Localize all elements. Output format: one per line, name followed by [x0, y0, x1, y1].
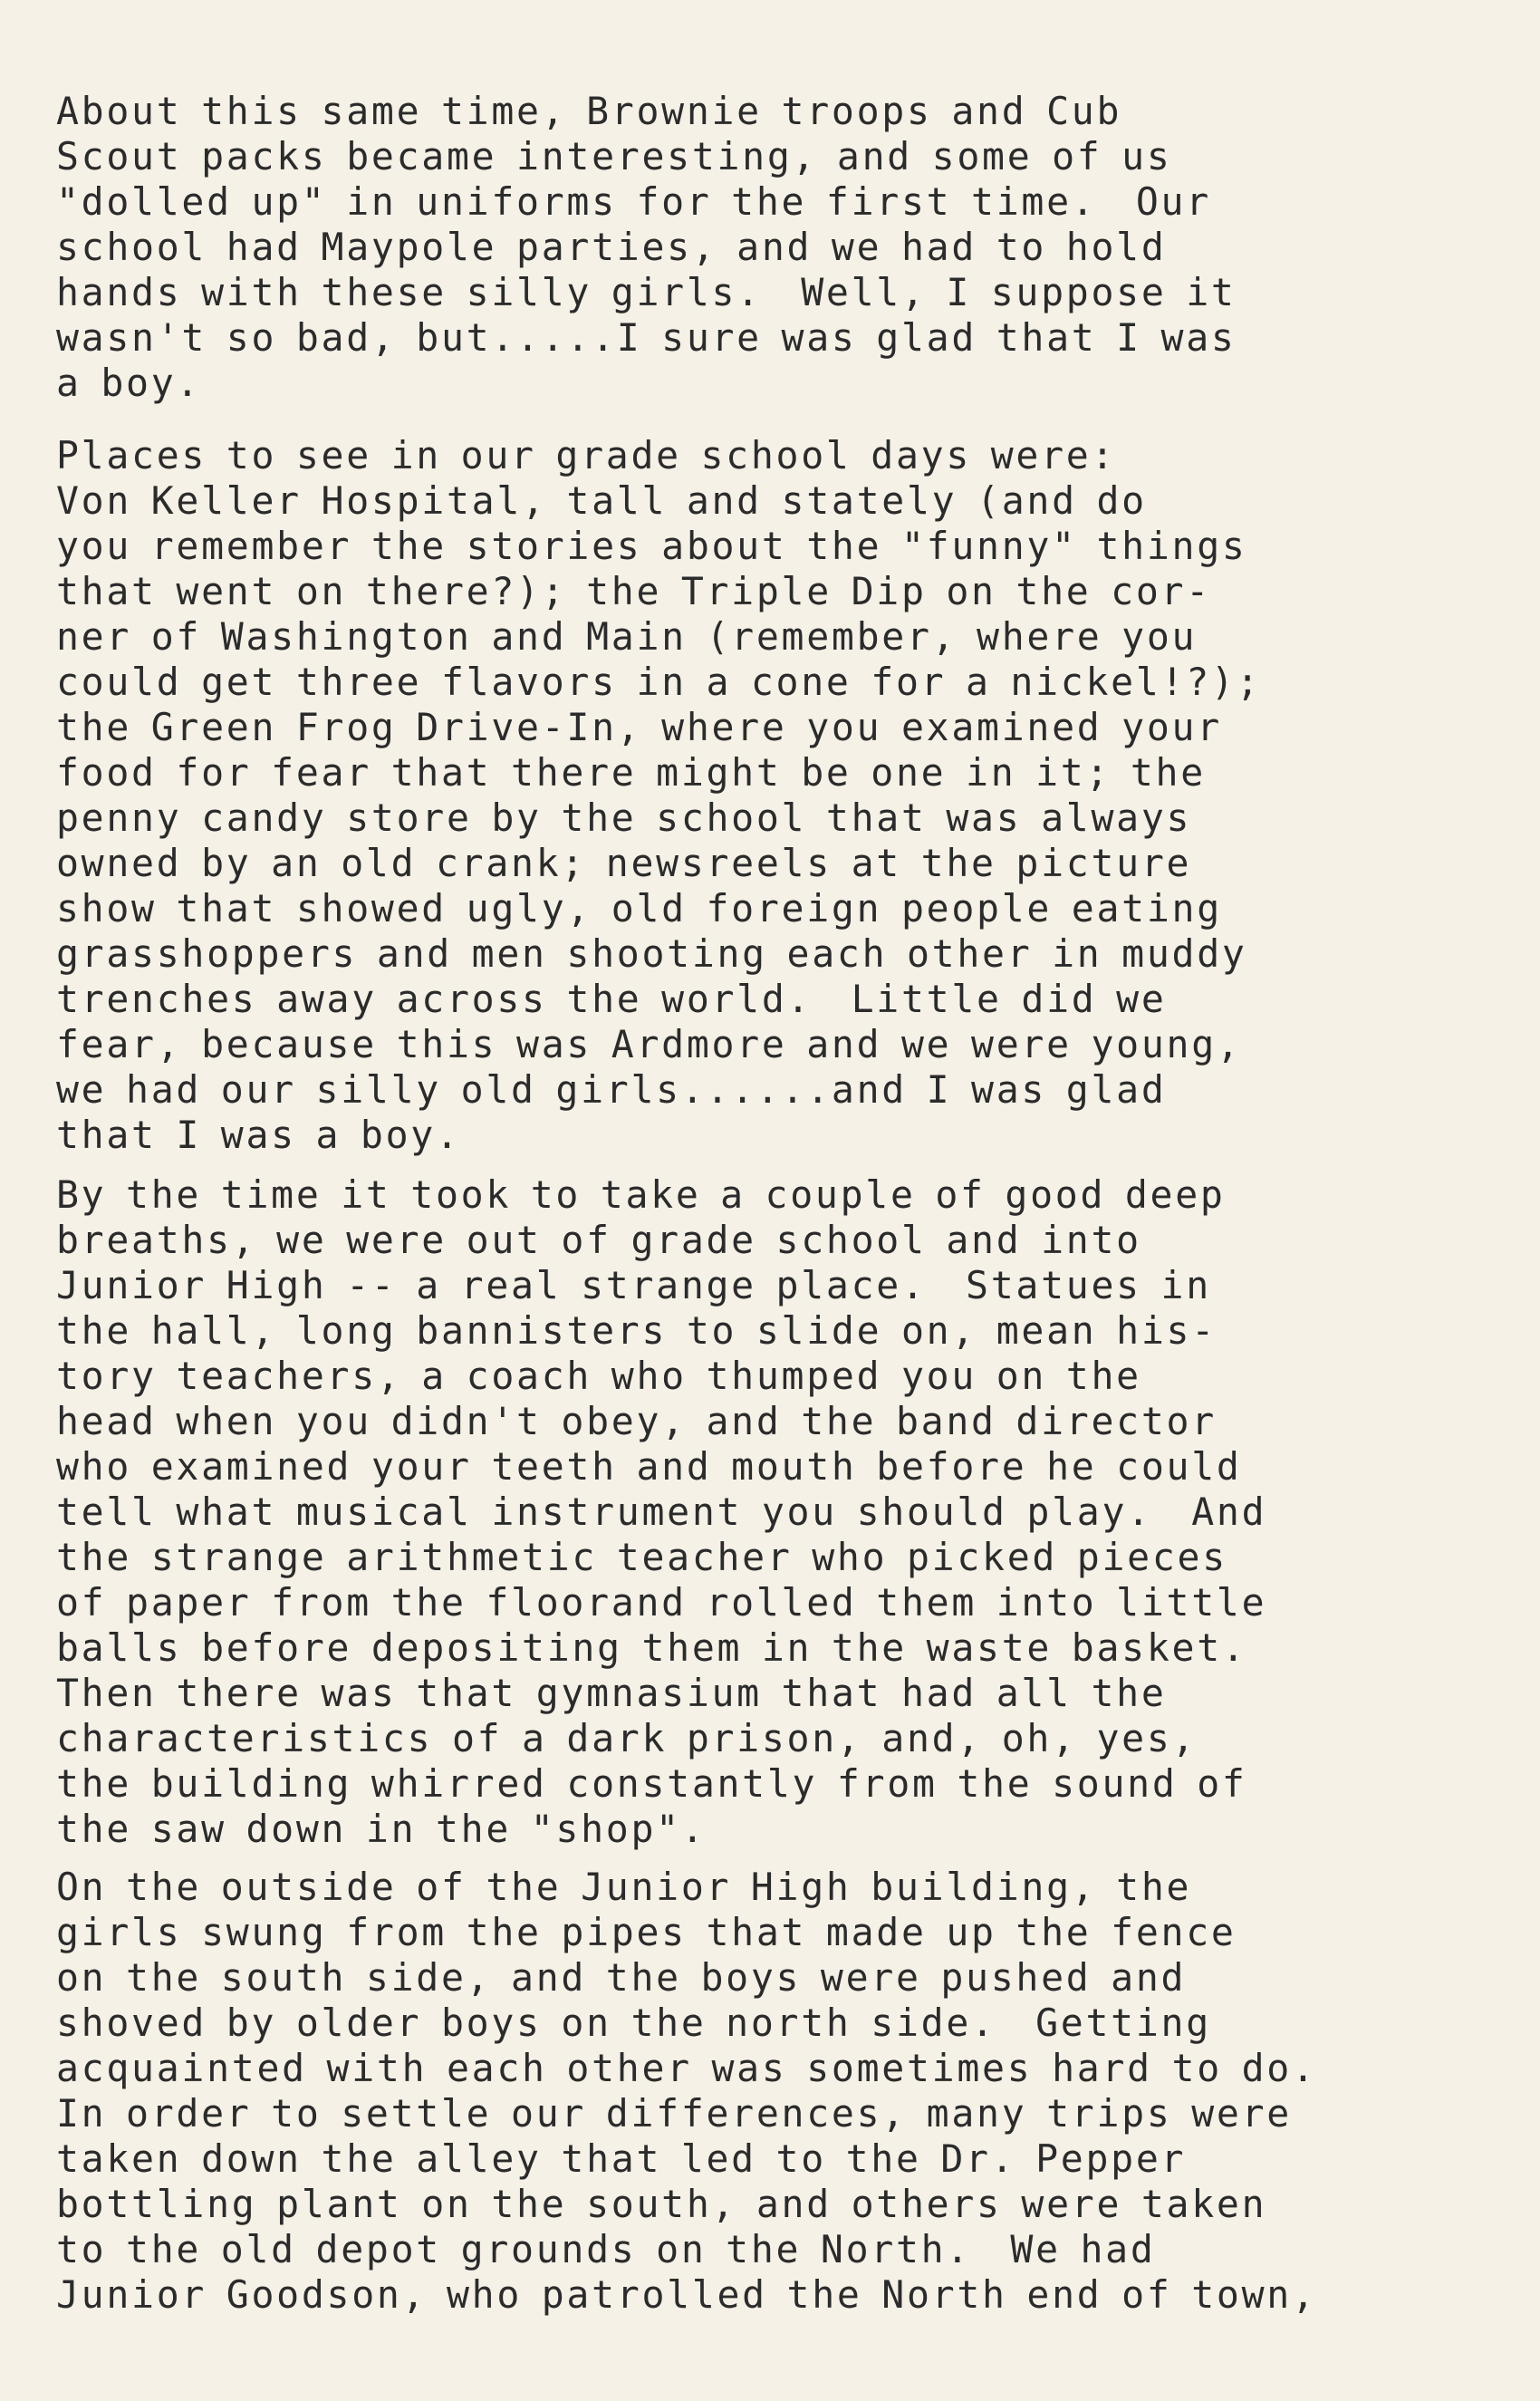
text-line: wasn't so bad, but.....I sure was glad that I was: [56, 315, 1237, 360]
text-line: head when you didn't obey, and the band director: [56, 1399, 1217, 1443]
text-line: food for fear that there might be one in it; the: [56, 750, 1206, 795]
text-line: taken down the alley that led to the Dr. Pepper: [56, 2136, 1187, 2181]
paragraph-1: [56, 89, 1515, 406]
text-line: "dolled up" in uniforms for the first time. Our: [56, 179, 1211, 224]
text-line: the hall, long bannisters to slide on, mean his-: [56, 1308, 1217, 1353]
text-line: Von Keller Hospital, tall and stately (and do: [56, 478, 1147, 523]
text-line: a boy.: [56, 361, 202, 405]
text-line: Junior Goodson, who patrolled the North end of town,: [56, 2272, 1317, 2317]
text-line: show that showed ugly, old foreign people eating: [56, 886, 1222, 931]
text-line: the Green Frog Drive-In, where you examined your: [56, 705, 1222, 749]
text-line: Scout packs became interesting, and some of us: [56, 134, 1172, 178]
text-line: balls before depositing them in the waste basket.: [56, 1625, 1247, 1670]
text-line: ner of Washington and Main (remember, where you: [56, 614, 1198, 659]
text-line: trenches away across the world. Little did we: [56, 977, 1167, 1021]
text-line: grasshoppers and men shooting each other in muddy: [56, 931, 1247, 976]
text-line: tell what musical instrument you should play. And: [56, 1490, 1267, 1534]
text-line: the strange arithmetic teacher who picked pieces: [56, 1535, 1227, 1579]
text-line: who examined your teeth and mouth before he could: [56, 1444, 1242, 1489]
text-line: owned by an old crank; newsreels at the picture: [56, 841, 1192, 885]
text-line: Junior High -- a real strange place. Statues in: [56, 1263, 1211, 1307]
text-line: shoved by older boys on the north side. Getting: [56, 2001, 1211, 2045]
text-line: school had Maypole parties, and we had to hold: [56, 225, 1167, 269]
text-line: the building whirred constantly from the sound of: [56, 1761, 1247, 1806]
text-line: we had our silly old girls......and I was glad: [56, 1067, 1167, 1112]
text-line: hands with these silly girls. Well, I suppose it: [56, 270, 1237, 314]
text-line: bottling plant on the south, and others were taken: [56, 2182, 1267, 2226]
text-line: By the time it took to take a couple of good deep: [56, 1172, 1226, 1217]
paragraph-4: [56, 1865, 1515, 2318]
text-line: on the south side, and the boys were pushed and: [56, 1955, 1187, 2000]
text-line: characteristics of a dark prison, and, oh, yes,: [56, 1716, 1198, 1760]
text-line: On the outside of the Junior High building, the: [56, 1865, 1192, 1909]
text-line: girls swung from the pipes that made up the fence: [56, 1910, 1237, 1954]
text-line: acquainted with each other was sometimes hard to do.: [56, 2046, 1317, 2090]
text-line: About this same time, Brownie troops and Cub: [56, 89, 1122, 133]
paragraph-2: [56, 433, 1515, 1158]
text-line: of paper from the floorand rolled them into little: [56, 1580, 1267, 1625]
text-line: that went on there?); the Triple Dip on the cor-: [56, 569, 1211, 613]
text-line: to the old depot grounds on the North. We had: [56, 2227, 1156, 2271]
text-line: In order to settle our differences, many trips were: [56, 2091, 1292, 2136]
text-line: you remember the stories about the "funny" things: [56, 524, 1247, 568]
text-line: tory teachers, a coach who thumped you on the: [56, 1354, 1141, 1398]
paragraph-3: [56, 1172, 1515, 1852]
text-line: fear, because this was Ardmore and we were young,: [56, 1022, 1242, 1066]
text-line: Places to see in our grade school days were:: [56, 433, 1117, 477]
text-line: Then there was that gymnasium that had all the: [56, 1671, 1167, 1715]
text-line: could get three flavors in a cone for a nickel!?);: [56, 660, 1262, 704]
text-line: breaths, we were out of grade school and into: [56, 1218, 1141, 1262]
text-line: that I was a boy.: [56, 1113, 461, 1157]
text-line: the saw down in the "shop".: [56, 1807, 707, 1851]
text-line: penny candy store by the school that was always: [56, 796, 1192, 840]
